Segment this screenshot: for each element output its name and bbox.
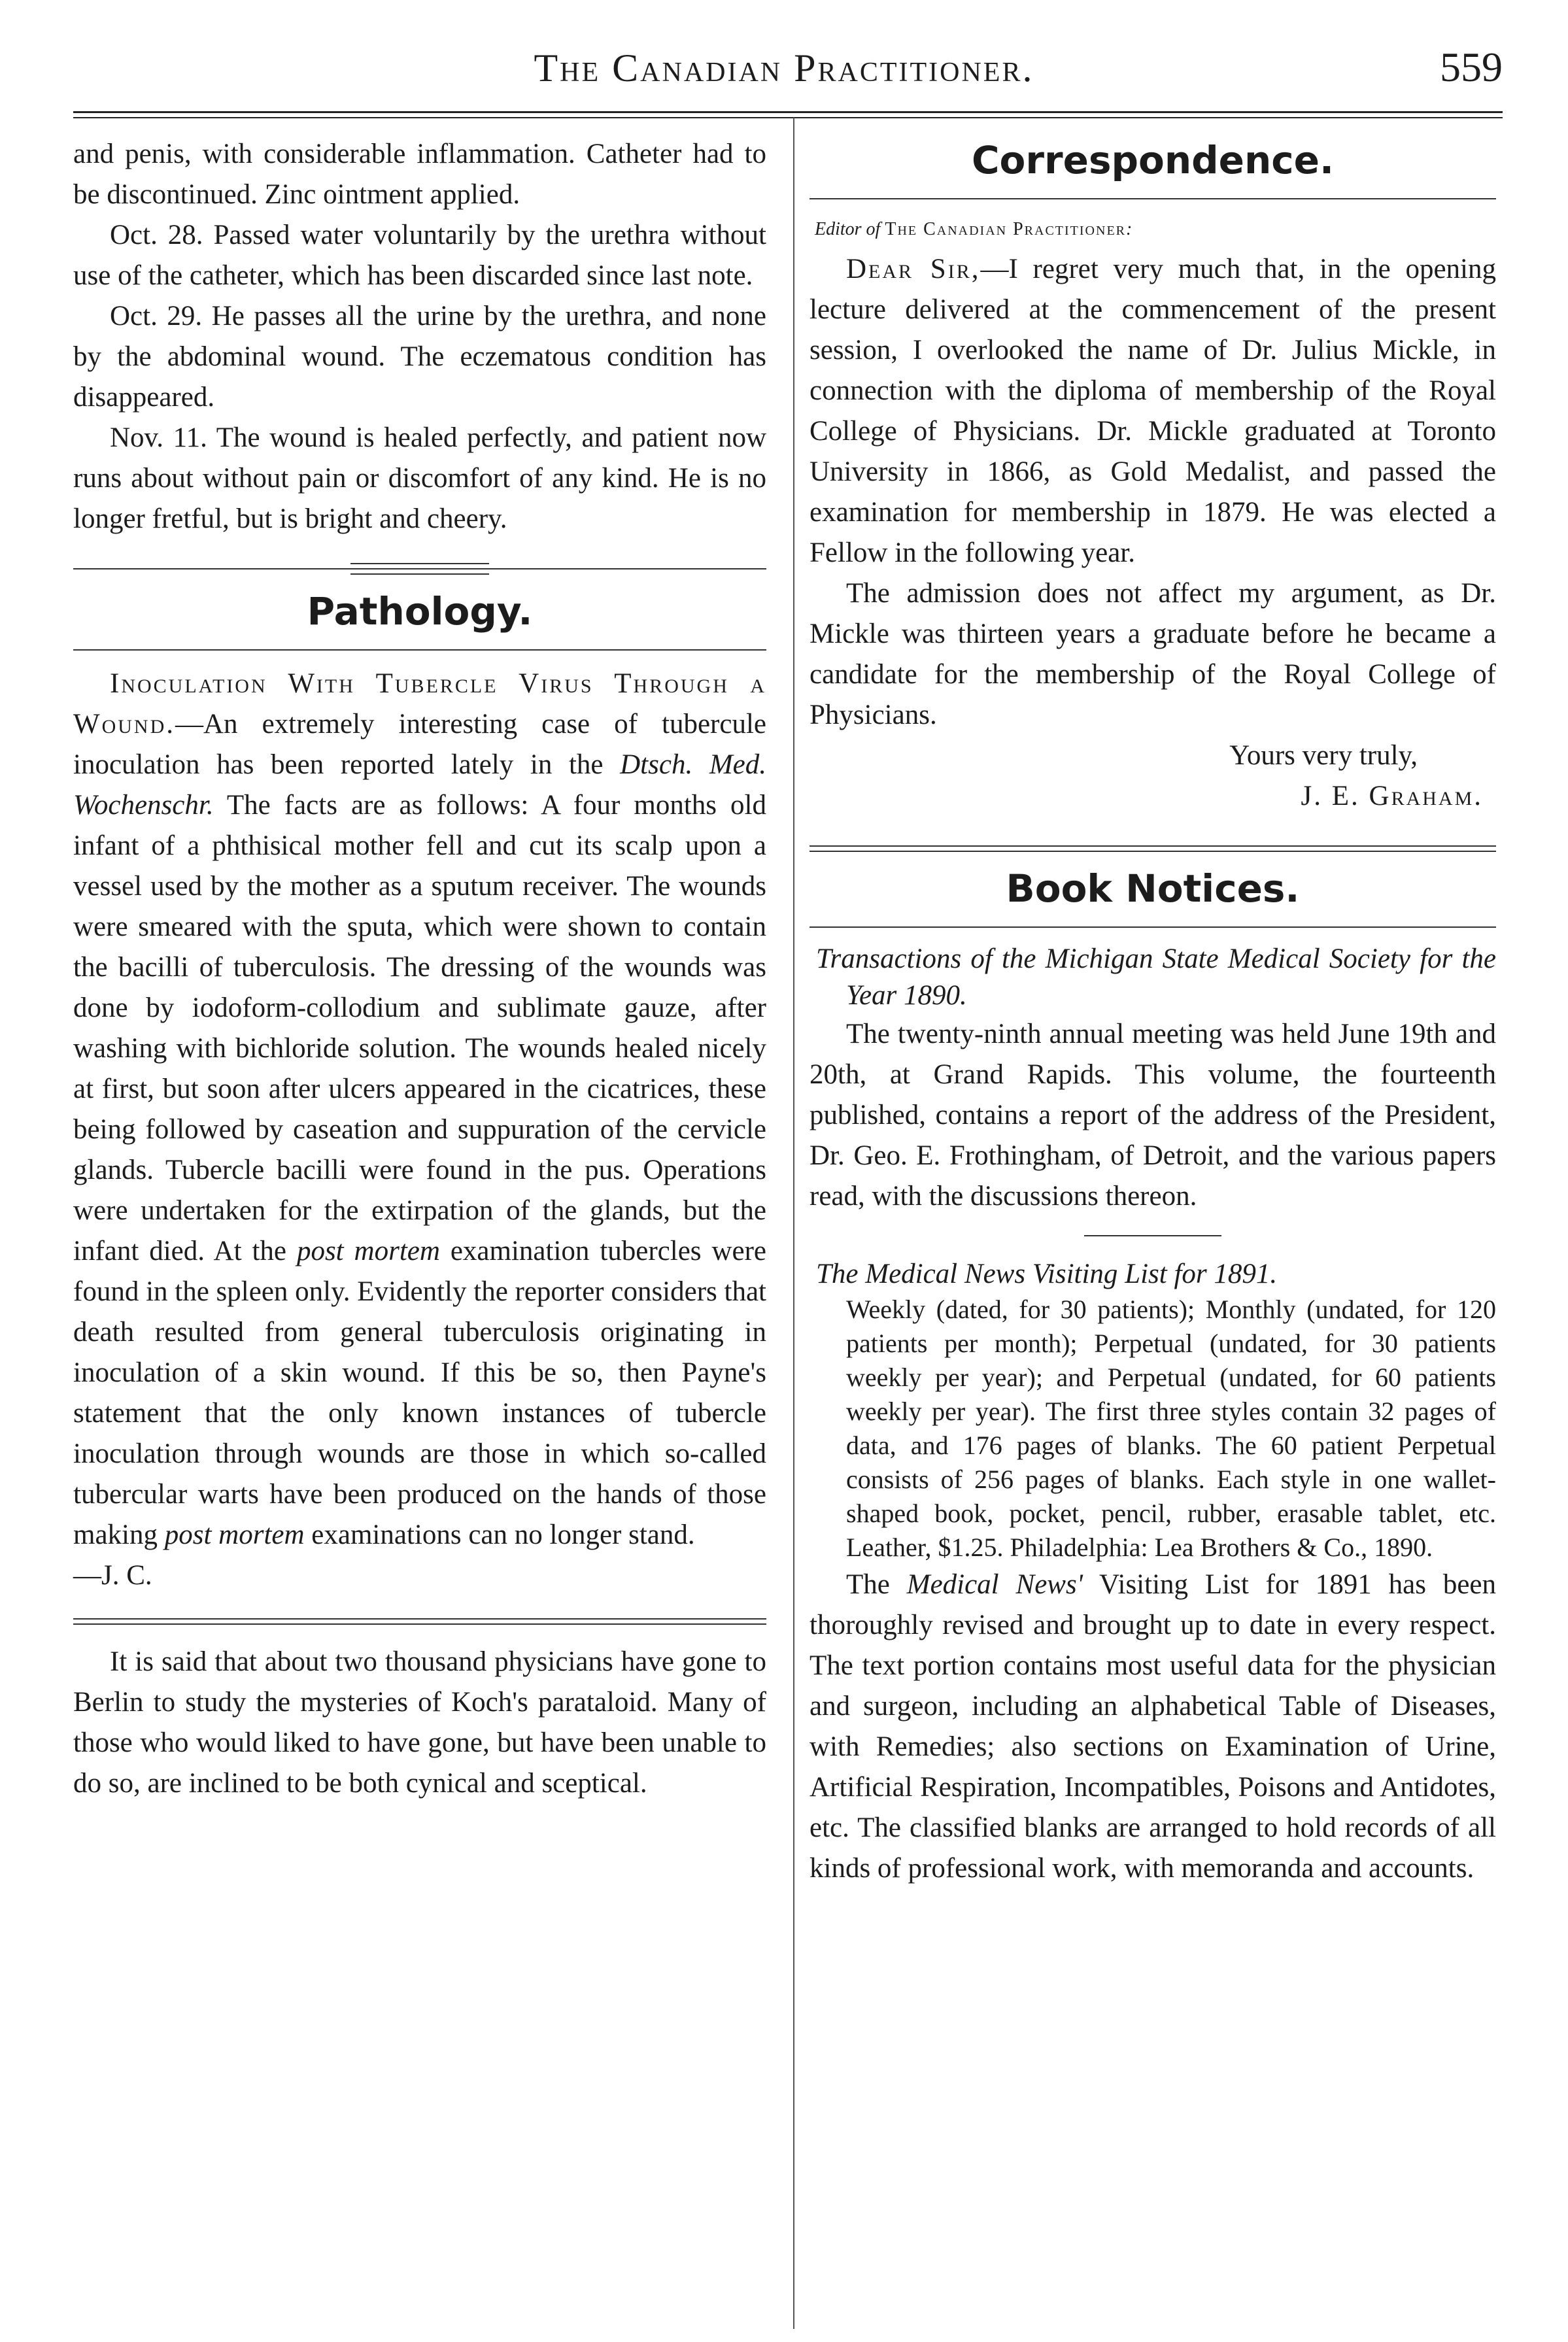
letter-paragraph-1: Dear Sir,—I regret very much that, in the opening lecture delivered at the commencement of the present session, I overlooked the name of Dr. Julius Mickle, in connection with the diploma of membership of the Royal College of Physicians. Dr. Mickle graduated at Toronto University in 1866, as Gold Medalist, and passed the examination for membership in 1879. He was elected a Fellow in the following year. <box>810 254 1497 568</box>
section-title-rule <box>73 637 766 664</box>
pathology-article: Inoculation With Tubercle Virus Through a Wound.—An extremely interesting case of tubercule inoculation has been reported lately in the Dtsch. Med. Wochenschr. The facts are as follows: A four months old infant of a phthisical mother fell and cut its scalp upon a vessel used by the mother as a sputum receiver. The wounds were smeared with the sputa, which were shown to contain the bacilli of tuberculosis. The dressing of the wounds was done by iodoform-collodium and sublimate gauze, after washing with bichloride solution. The wounds healed nicely at first, but soon after ulcers appeared in the cicatrices, these being followed by caseation and suppuration of the cervicle glands. Tubercle bacilli were found in the pus. Operations were undertaken for the extirpation of the glands, but the infant died. At the post mortem examination tubercles were found in the spleen only. Evidently the reporter considers that death resulted from general tuberculosis originating in inoculation of a skin wound. If this be so, then Payne's statement that the only known instances of tubercle inoculation through wounds are those in which so-called tubercular warts have been produced on the hands of those making post mortem examinations can no longer stand. <box>73 668 766 1550</box>
left-column <box>73 134 766 1804</box>
case-note-oct-28: Oct. 28. Passed water voluntarily by the urethra without use of the catheter, which has been discarded since last note. <box>73 220 766 291</box>
koch-note: It is said that about two thousand physicians have gone to Berlin to study the mysteries of Koch's parataloid. Many of those who would liked to have gone, but have been unable to do so, are inclined to be both cynical and sceptical. <box>73 1646 766 1799</box>
section-separator <box>73 552 766 585</box>
notice-separator <box>810 1223 1496 1249</box>
section-title-rule <box>810 915 1496 941</box>
pathology-section-title: Pathology. <box>307 589 533 634</box>
letter-closing: Yours very truly, <box>1229 740 1418 771</box>
article-signature: —J. C. <box>73 1560 152 1591</box>
section-separator <box>810 830 1496 862</box>
book-1-title: Transactions of the Michigan State Medical Society for the Year 1890. <box>816 943 1496 1011</box>
case-note-oct-29: Oct. 29. He passes all the urine by the urethra, and none by the abdominal wound. The eczematous condition has disappeared. <box>73 301 766 413</box>
header-rule <box>73 111 1503 118</box>
journal-title: The Canadian Practitioner. <box>534 46 1034 90</box>
correspondence-section-title: Correspondence. <box>971 138 1335 182</box>
book-notices-section-title: Book Notices. <box>1006 866 1300 911</box>
column-divider <box>793 118 794 2329</box>
case-note-nov-11: Nov. 11. The wound is healed perfectly, and patient now runs about without pain or discomfort of any kind. He is no longer fretful, but is bright and cheery. <box>73 422 766 534</box>
article-heading: Inoculation With Tubercle Virus Through a Wound. <box>73 668 766 739</box>
letter-address: Editor of The Canadian Practitioner: <box>815 219 1133 239</box>
journal-reference: Dtsch. Med. Wochenschr. <box>73 749 766 821</box>
case-note-continuation: and penis, with considerable inflammation. Catheter had to be discontinued. Zinc ointment applied. <box>73 139 766 210</box>
letter-signature: J. E. Graham. <box>1301 781 1483 811</box>
section-separator <box>73 1603 766 1635</box>
section-title-rule <box>810 186 1496 212</box>
book-2-details: Weekly (dated, for 30 patients); Monthly (undated, for 120 patients per month); Perpetual (undated, for 30 patients weekly per year); and Perpetual (undated, for 60 patients weekly per year). The first three styles contain 32 pages of data, and 176 pages of blanks. The 60 patient Perpetual consists of 256 pages of blanks. Each style in one wallet-shaped book, pocket, pencil, rubber, erasable tablet, etc. Leather, $1.25. Philadelphia: Lea Brothers & Co., 1890. <box>846 1295 1496 1562</box>
letter-paragraph-2: The admission does not affect my argument, as Dr. Mickle was thirteen years a graduate before he became a candidate for the membership of the Royal College of Physicians. <box>810 578 1496 730</box>
book-1-notice: The twenty-ninth annual meeting was held June 19th and 20th, at Grand Rapids. This volume, the fourteenth published, contains a report of the address of the President, Dr. Geo. E. Frothingham, of Detroit, and the various papers read, with the discussions thereon. <box>810 1019 1496 1212</box>
right-column <box>810 134 1496 1889</box>
page-number: 559 <box>1440 44 1503 90</box>
book-2-review: The Medical News' Visiting List for 1891 has been thoroughly revised and brought up to date in every respect. The text portion contains most useful data for the physician and surgeon, including an alphabetical Table of Diseases, with Remedies; also sections on Examination of Urine, Artificial Respiration, Incompatibles, Poisons and Antidotes, etc. The classified blanks are arranged to hold records of all kinds of professional work, with memoranda and accounts. <box>810 1569 1496 1884</box>
letter-salutation: Dear Sir, <box>846 254 981 284</box>
book-2-title: The Medical News Visiting List for 1891. <box>816 1259 1278 1289</box>
running-header <box>0 26 1568 105</box>
